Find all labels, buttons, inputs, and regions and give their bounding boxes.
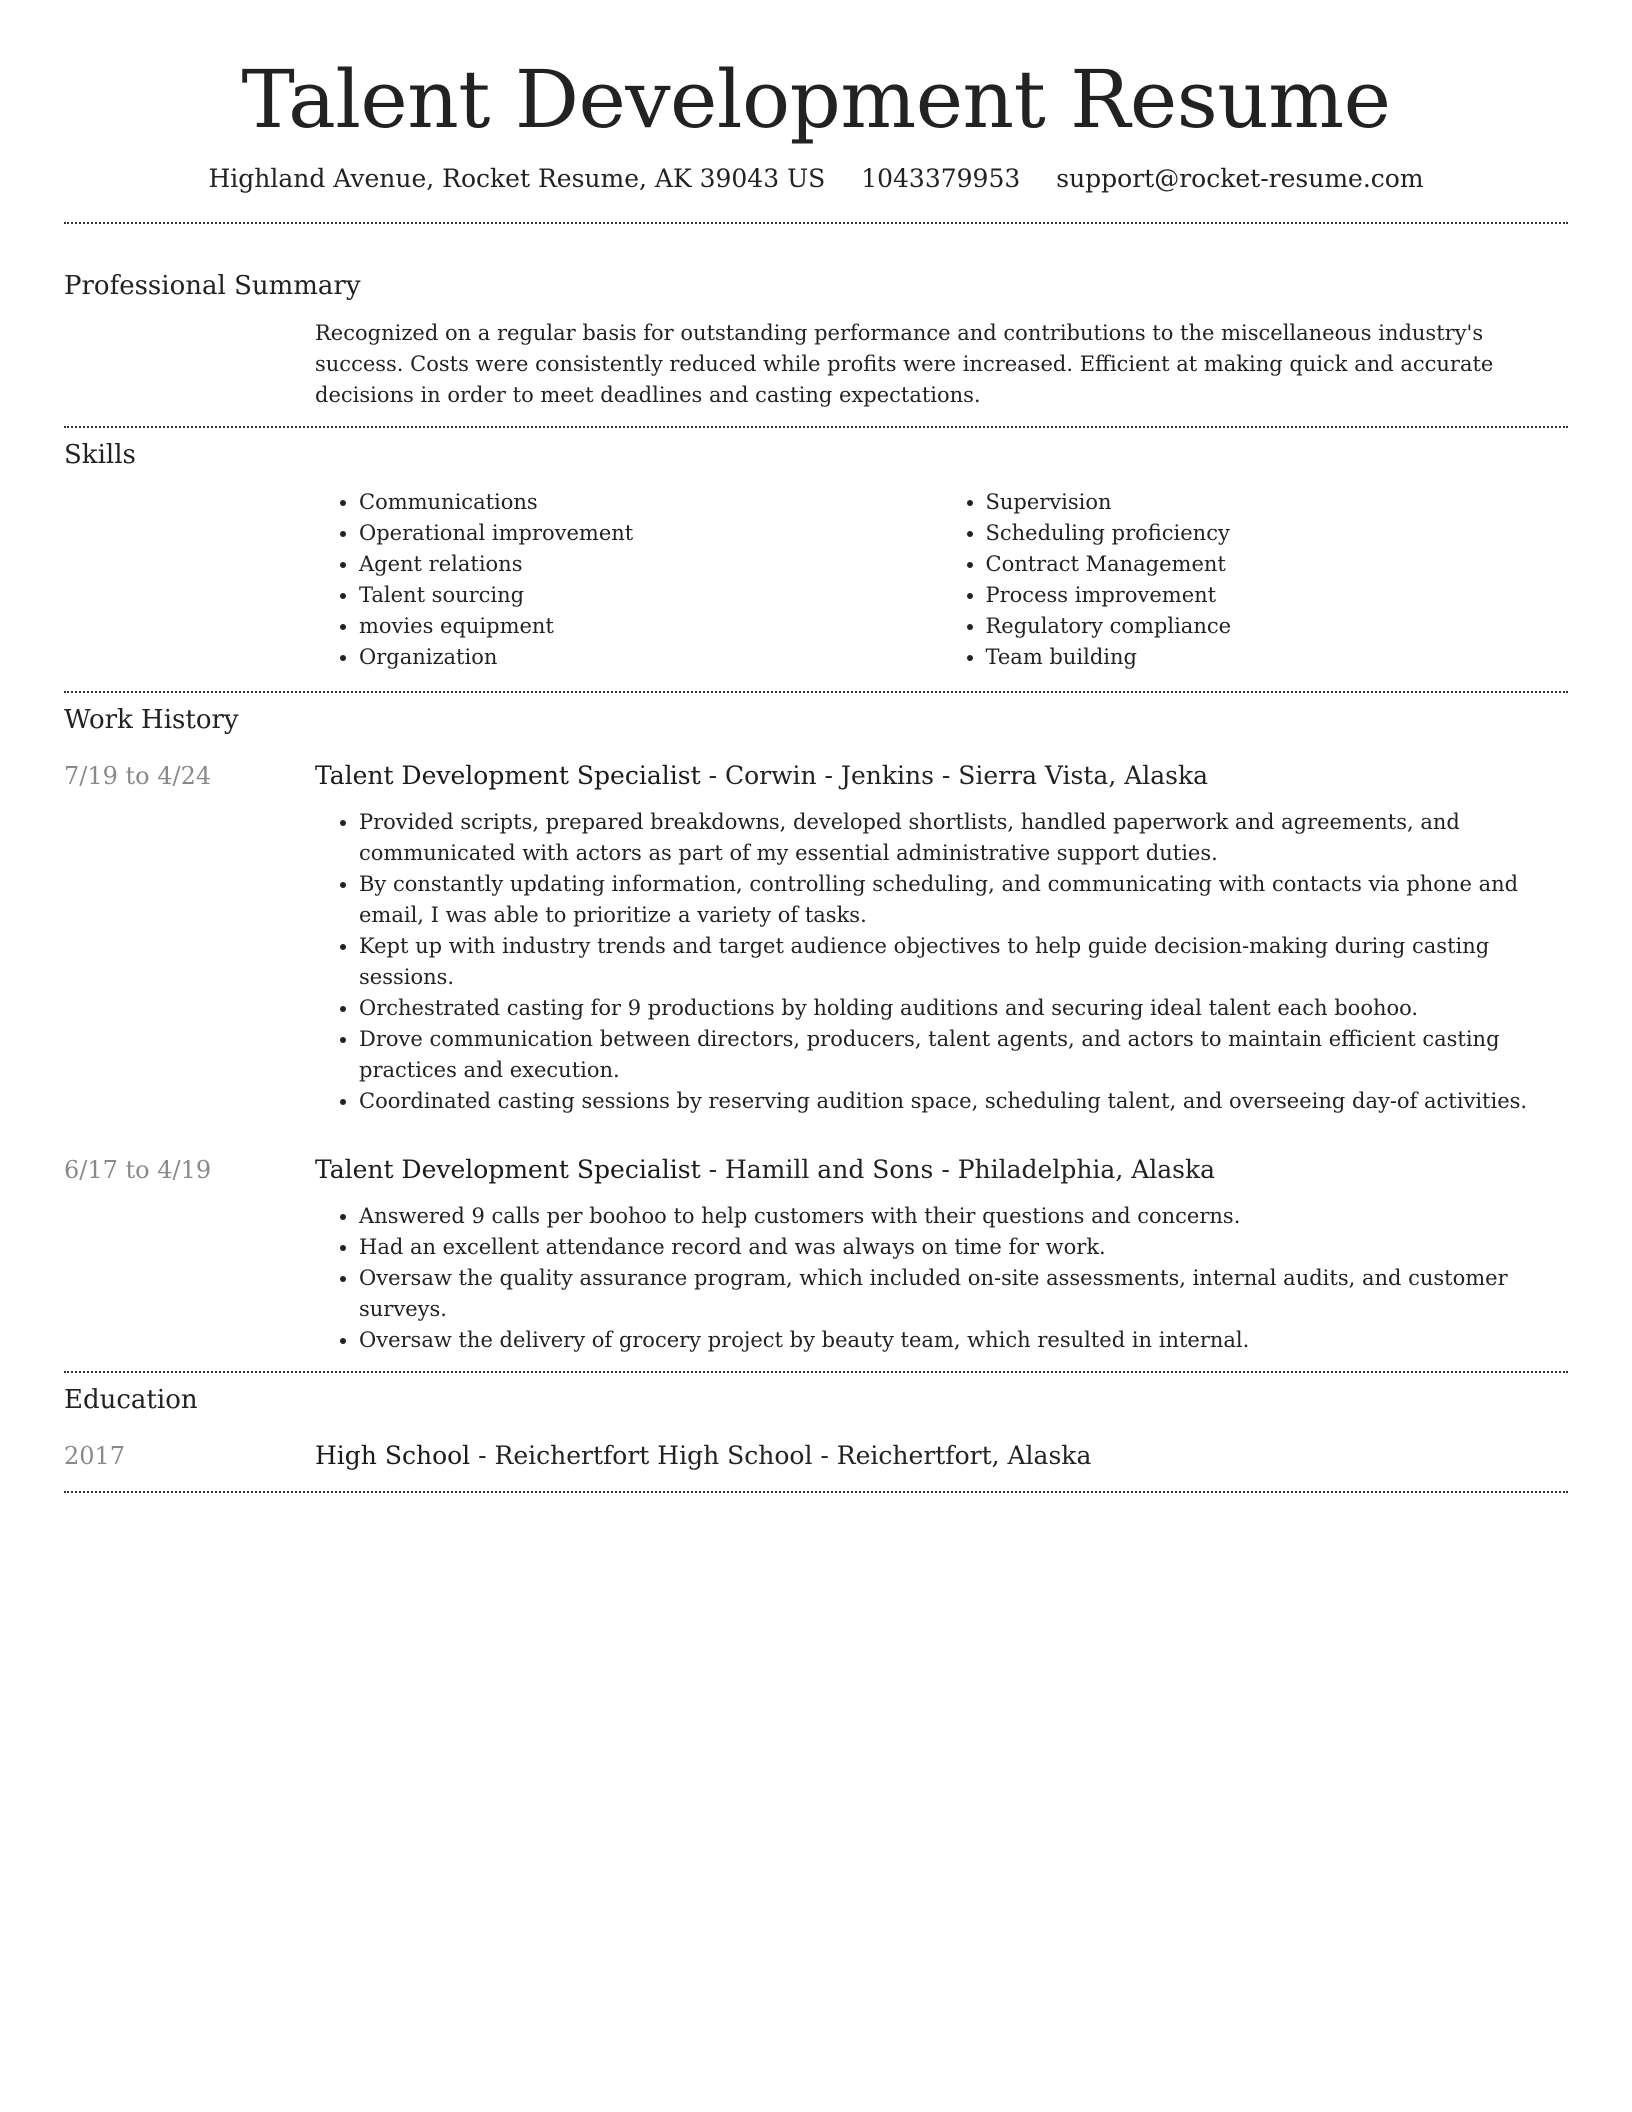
skills-column-right xyxy=(942,487,1569,673)
job-heading xyxy=(315,1153,1215,1187)
job-entry xyxy=(64,1153,1568,1356)
skill-item: • Regulatory compliance xyxy=(986,611,1569,642)
education-heading-line xyxy=(315,1439,1091,1473)
resume-title: Talent Development Resume xyxy=(241,53,1391,146)
skills-list xyxy=(315,487,1568,673)
divider xyxy=(64,222,1568,224)
email: support@rocket-resume.com xyxy=(1056,164,1424,193)
summary-text: Recognized on a regular basis for outstanding performance and contributions to the miscellaneous industry's success. Costs were consistently reduced while profits were increased. Efficient at making quick and accurate decisions in order to meet deadlines and casting expectations. xyxy=(315,321,1494,407)
job-bullet: • Kept up with industry trends and target audience objectives to help guide decision-making during casting sessions. xyxy=(359,931,1568,993)
skill-item: • movies equipment xyxy=(359,611,942,642)
skill-item: • Supervision xyxy=(986,487,1569,518)
phone: 1043379953 xyxy=(861,164,1021,193)
job-bullet: • Answered 9 calls per boohoo to help customers with their questions and concerns. xyxy=(359,1201,1568,1232)
education-degree: High School xyxy=(315,1441,471,1470)
skills-column-left xyxy=(315,487,942,673)
job-entry xyxy=(64,759,1568,1117)
education-entry xyxy=(64,1439,1568,1473)
divider xyxy=(64,691,1568,693)
address: Highland Avenue, Rocket Resume, AK 39043 US xyxy=(208,164,826,193)
job-title: Talent Development Specialist xyxy=(315,761,701,790)
education-details: - Reichertfort High School - Reichertfort, Alaska xyxy=(470,1441,1092,1470)
job-bullet: • Provided scripts, prepared breakdowns, developed shortlists, handled paperwork and agreements, and communicated with actors as part of my essential administrative support duties. xyxy=(359,807,1568,869)
job-bullet: • Orchestrated casting for 9 productions by holding auditions and securing ideal talent each boohoo. xyxy=(359,993,1568,1024)
job-bullet: • Oversaw the quality assurance program, which included on-site assessments, internal audits, and customer surveys. xyxy=(359,1263,1568,1325)
job-bullet: • Drove communication between directors, producers, talent agents, and actors to maintain efficient casting practices and execution. xyxy=(359,1024,1568,1086)
summary-heading: Professional Summary xyxy=(64,271,361,301)
divider xyxy=(64,1371,1568,1373)
skill-item: • Talent sourcing xyxy=(359,580,942,611)
divider xyxy=(64,1491,1568,1493)
education-year: 2017 xyxy=(64,1442,126,1470)
job-heading xyxy=(315,759,1208,793)
work-heading: Work History xyxy=(64,705,239,735)
skill-item: • Agent relations xyxy=(359,549,942,580)
contact-line xyxy=(64,162,1568,196)
job-bullet: • By constantly updating information, controlling scheduling, and communicating with contacts via phone and email, I was able to prioritize a variety of tasks. xyxy=(359,869,1568,931)
job-bullet: • Oversaw the delivery of grocery project by beauty team, which resulted in internal. xyxy=(359,1325,1568,1356)
job-bullets xyxy=(315,1201,1568,1356)
skill-item: • Communications xyxy=(359,487,942,518)
resume-page xyxy=(64,0,1568,1493)
skill-item: • Scheduling proficiency xyxy=(986,518,1569,549)
job-bullet: • Coordinated casting sessions by reserving audition space, scheduling talent, and overseeing day-of activities. xyxy=(359,1086,1568,1117)
skill-item: • Organization xyxy=(359,642,942,673)
job-details: - Hamill and Sons - Philadelphia, Alaska xyxy=(700,1155,1216,1184)
job-dates: 7/19 to 4/24 xyxy=(64,762,212,790)
divider xyxy=(64,426,1568,428)
education-heading: Education xyxy=(64,1385,198,1415)
job-bullets xyxy=(315,807,1568,1117)
job-bullet: • Had an excellent attendance record and was always on time for work. xyxy=(359,1232,1568,1263)
skill-item: • Operational improvement xyxy=(359,518,942,549)
skill-item: • Contract Management xyxy=(986,549,1569,580)
skills-heading: Skills xyxy=(64,440,136,470)
job-dates: 6/17 to 4/19 xyxy=(64,1156,212,1184)
skill-item: • Team building xyxy=(986,642,1569,673)
job-details: - Corwin - Jenkins - Sierra Vista, Alaska xyxy=(700,761,1209,790)
skill-item: • Process improvement xyxy=(986,580,1569,611)
job-title: Talent Development Specialist xyxy=(315,1155,701,1184)
